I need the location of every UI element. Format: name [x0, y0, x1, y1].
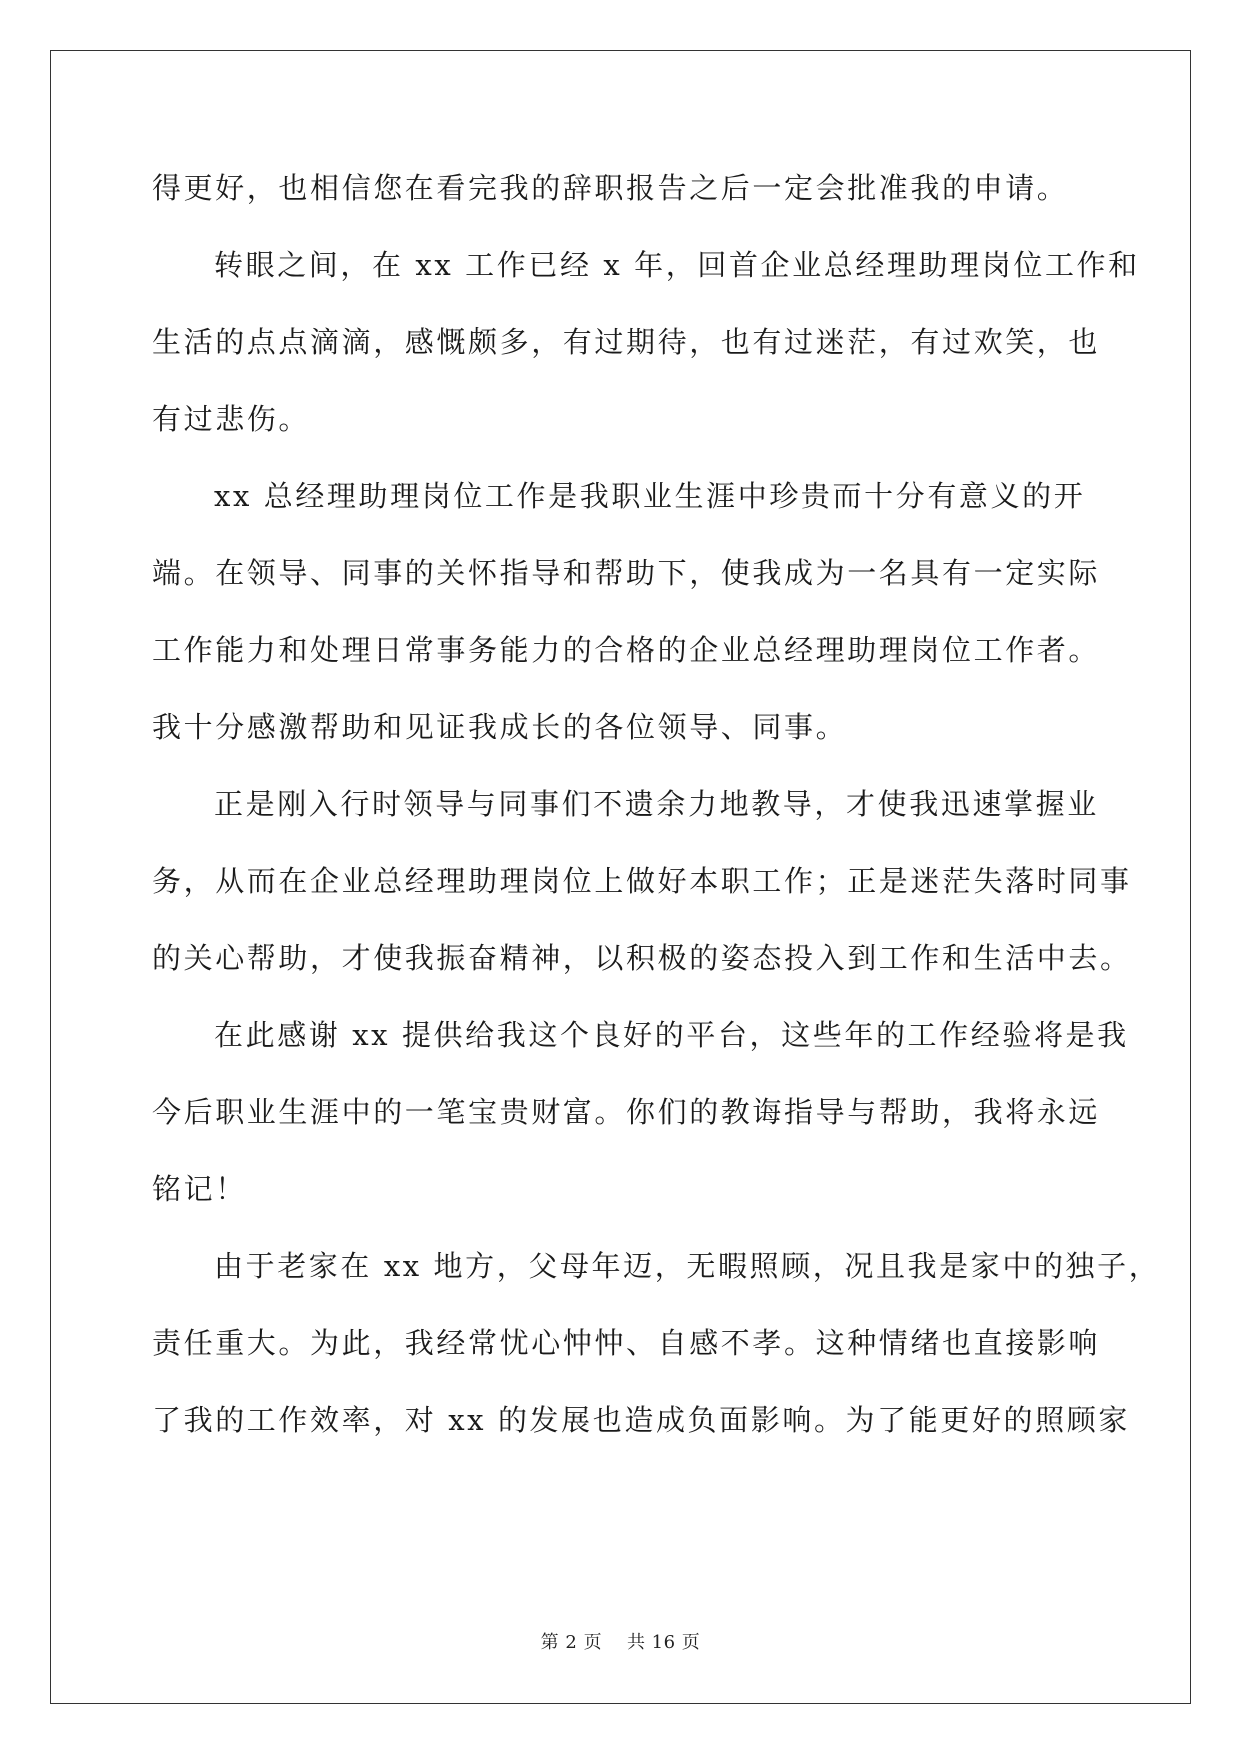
- text-line: 有过悲伤。: [152, 402, 311, 436]
- text-line: 得更好，也相信您在看完我的辞职报告之后一定会批准我的申请。: [152, 171, 1069, 205]
- document-body: [152, 163, 1161, 1472]
- text-line: 工作能力和处理日常事务能力的合格的企业总经理助理岗位工作者。: [152, 633, 1101, 667]
- text-line: 铭记！: [152, 1172, 247, 1206]
- paragraph-first-line: 在此感谢 xx 提供给我这个良好的平台，这些年的工作经验将是我: [214, 1018, 1129, 1052]
- paragraph-first-line: 转眼之间，在 xx 工作已经 x 年，回首企业总经理助理岗位工作和: [214, 248, 1140, 282]
- text-line: 责任重大。为此，我经常忧心忡忡、自感不孝。这种情绪也直接影响: [152, 1326, 1101, 1360]
- text-line: 的关心帮助，才使我振奋精神，以积极的姿态投入到工作和生活中去。: [152, 941, 1132, 975]
- text-line: 了我的工作效率，对 xx 的发展也造成负面影响。为了能更好的照顾家: [152, 1403, 1130, 1437]
- text-line: 今后职业生涯中的一笔宝贵财富。你们的教诲指导与帮助，我将永远: [152, 1095, 1101, 1129]
- paragraph-first-line: 正是刚入行时领导与同事们不遗余力地教导，才使我迅速掌握业: [214, 787, 1099, 821]
- paragraph-first-line: 由于老家在 xx 地方，父母年迈，无暇照顾，况且我是家中的独子，: [214, 1249, 1161, 1283]
- text-line: 我十分感激帮助和见证我成长的各位领导、同事。: [152, 710, 848, 744]
- paragraph-first-line: xx 总经理助理岗位工作是我职业生涯中珍贵而十分有意义的开: [214, 479, 1086, 513]
- text-line: 生活的点点滴滴，感慨颇多，有过期待，也有过迷茫，有过欢笑，也: [152, 325, 1101, 359]
- text-line: 端。在领导、同事的关怀指导和帮助下，使我成为一名具有一定实际: [152, 556, 1101, 590]
- text-line: 务，从而在企业总经理助理岗位上做好本职工作；正是迷茫失落时同事: [152, 864, 1132, 898]
- page-number-footer: 第 2 页 共 16 页: [540, 1632, 701, 1653]
